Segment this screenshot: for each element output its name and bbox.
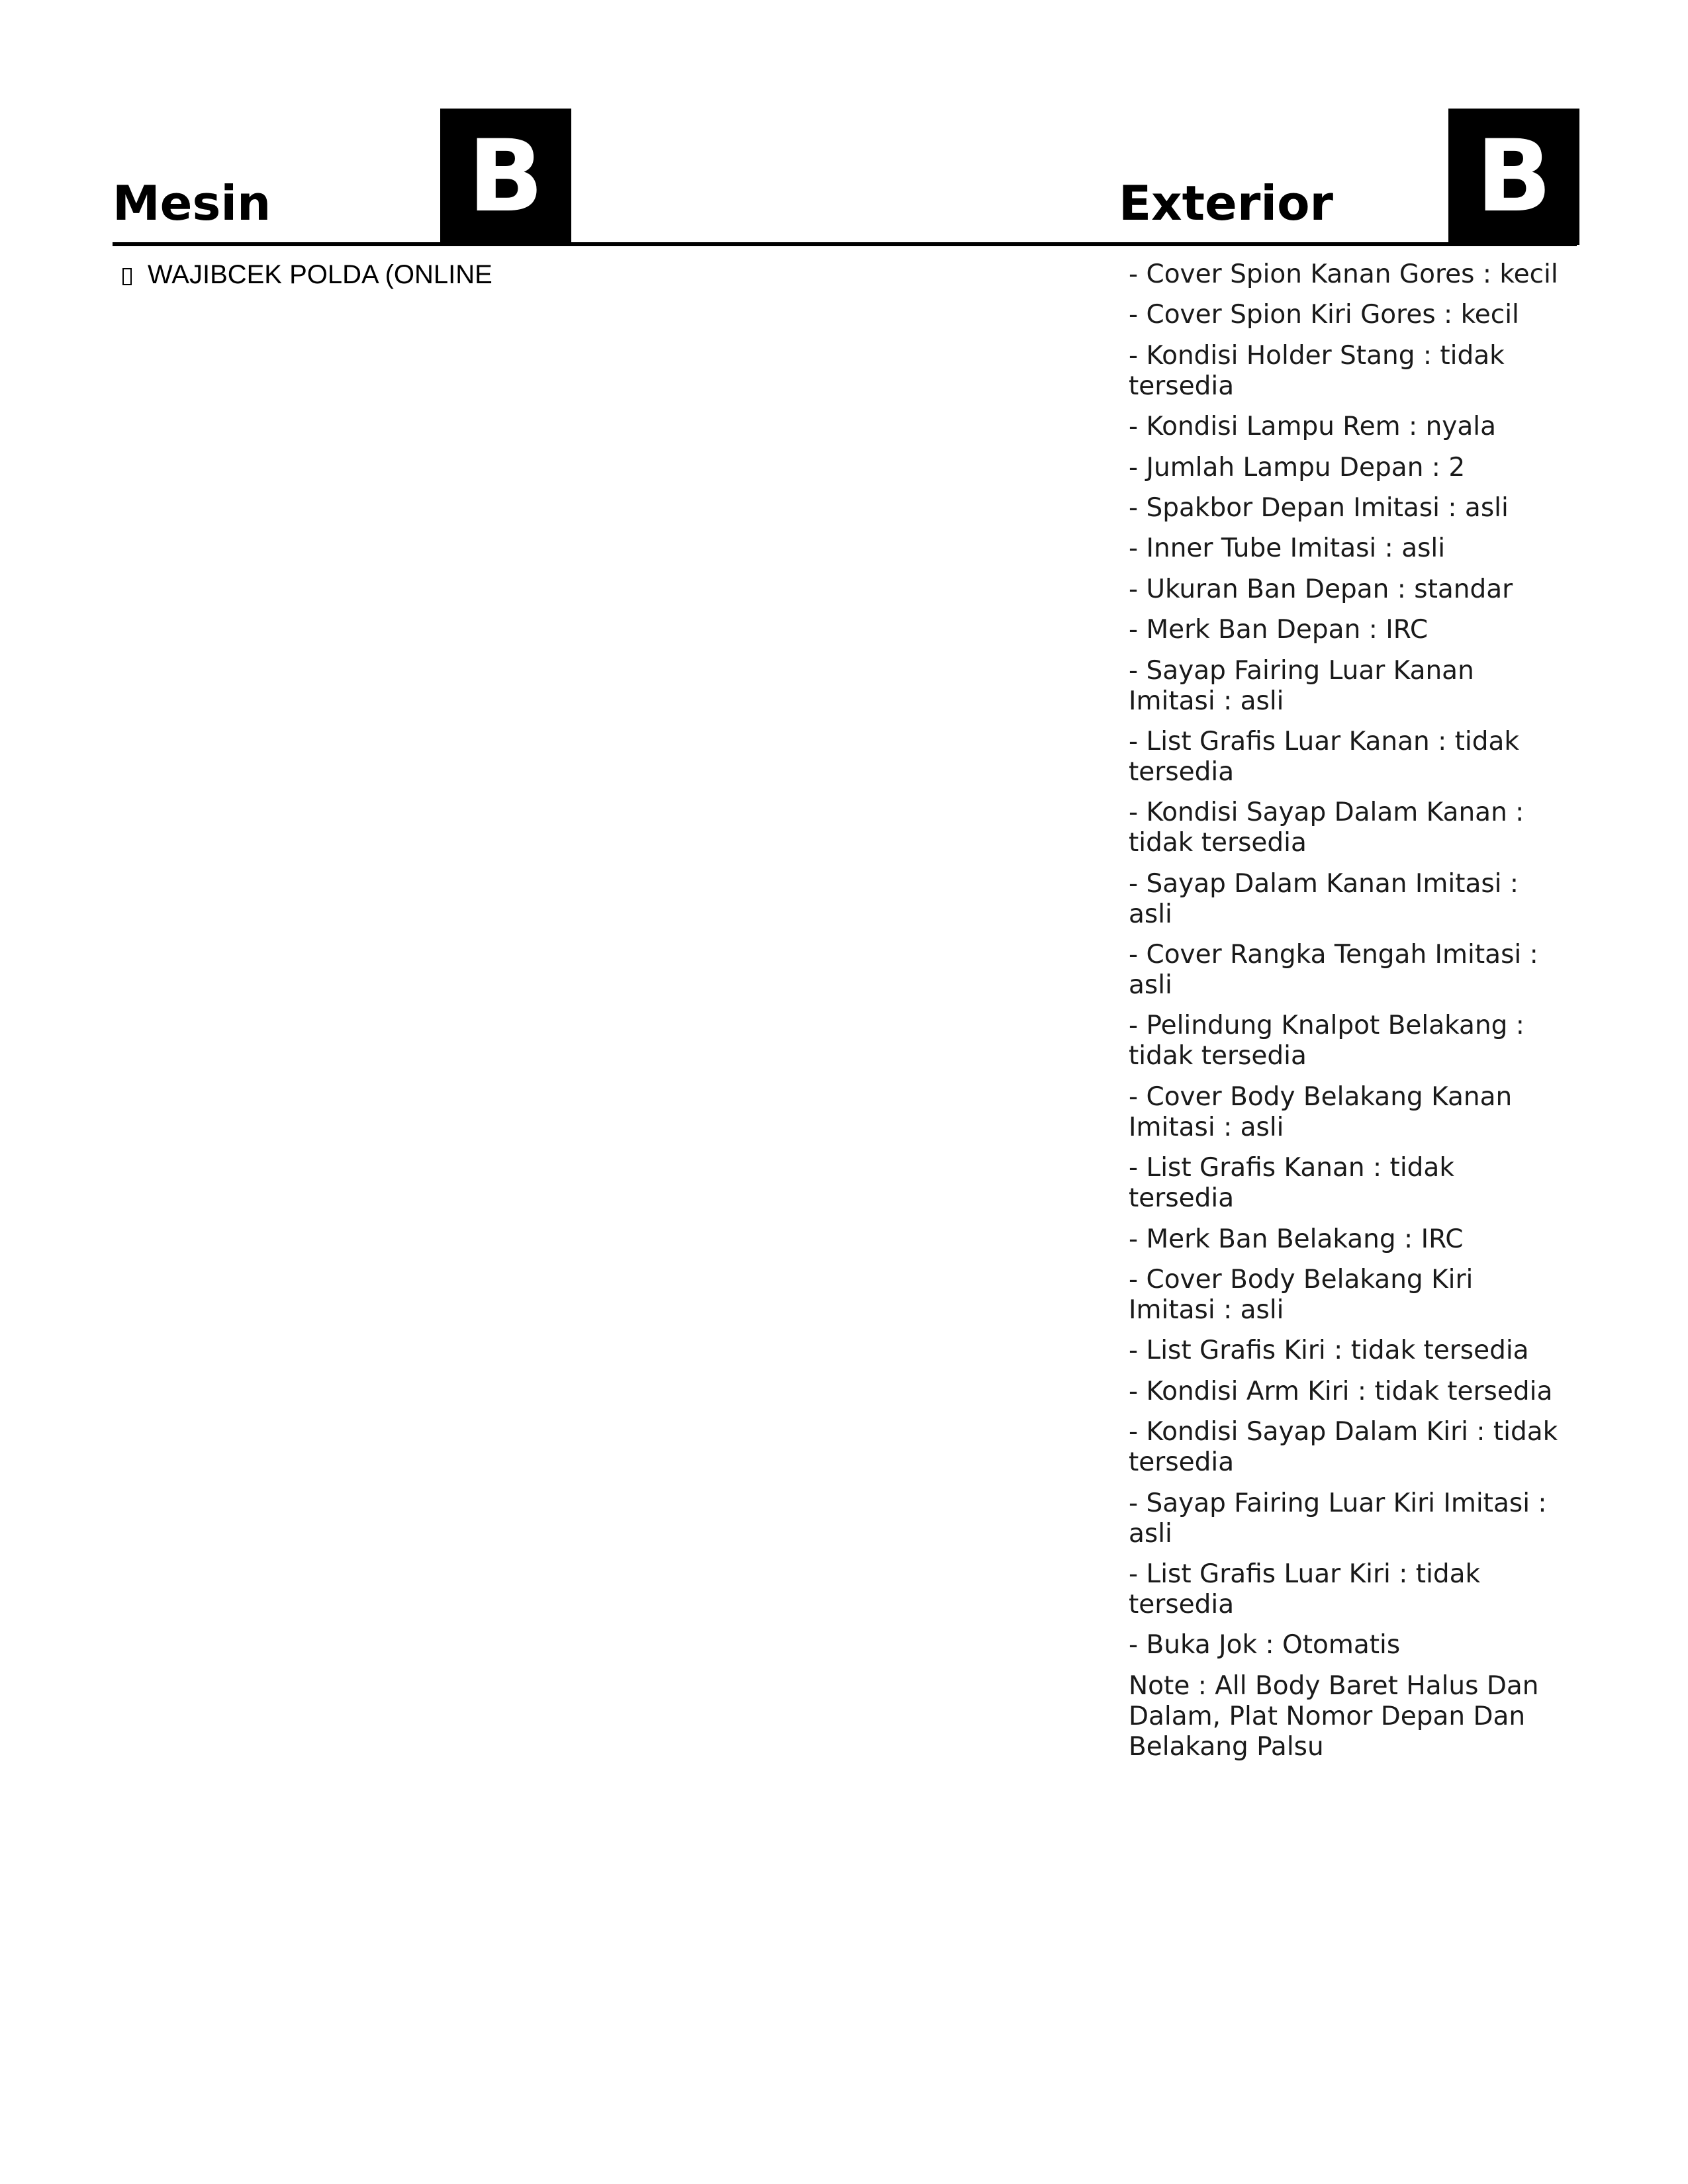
exterior-list-item: - Ukuran Ban Depan : standar <box>1129 574 1513 604</box>
exterior-note: Note : All Body Baret Halus Dan Dalam, Plat Nomor Depan Dan Belakang Palsu <box>1129 1670 1539 1762</box>
header-divider <box>113 242 1577 246</box>
mesin-list-item <box>122 260 492 289</box>
exterior-list <box>1129 259 1566 1772</box>
exterior-list-item: - Sayap Fairing Luar Kanan Imitasi : asli <box>1129 655 1474 716</box>
exterior-list-item: - Merk Ban Belakang : IRC <box>1129 1224 1464 1254</box>
exterior-list-item: - List Grafis Luar Kiri : tidak tersedia <box>1129 1559 1481 1619</box>
exterior-list-item: - Kondisi Arm Kiri : tidak tersedia <box>1129 1376 1553 1406</box>
exterior-list-item: - Cover Spion Kiri Gores : kecil <box>1129 300 1519 330</box>
exterior-list-item: - Sayap Dalam Kanan Imitasi : asli <box>1129 868 1519 929</box>
exterior-note-item <box>1129 1671 1566 1762</box>
exterior-section-title: Exterior <box>1119 175 1334 231</box>
exterior-list-item: - Cover Rangka Tengah Imitasi : asli <box>1129 940 1538 1001</box>
exterior-list-item: - Spakbor Depan Imitasi : asli <box>1129 492 1509 523</box>
exterior-list-item: - Buka Jok : Otomatis <box>1129 1630 1401 1661</box>
exterior-list-item: - List Grafis Luar Kanan : tidak tersedia <box>1129 726 1519 787</box>
exterior-list-item: - List Grafis Kiri : tidak tersedia <box>1129 1336 1529 1366</box>
mesin-item-text: WAJIBCEK POLDA (ONLINE <box>148 260 492 289</box>
exterior-list-item: - Sayap Fairing Luar Kiri Imitasi : asli <box>1129 1488 1547 1549</box>
mesin-section-title: Mesin <box>113 175 271 231</box>
exterior-grade-badge: B <box>1448 109 1579 245</box>
mesin-grade-badge: B <box>440 109 571 245</box>
exterior-list-item: - Cover Spion Kanan Gores : kecil <box>1129 259 1558 289</box>
exterior-list-item: - Merk Ban Depan : IRC <box>1129 615 1429 645</box>
exterior-list-item: - Kondisi Holder Stang : tidak tersedia <box>1129 340 1505 401</box>
exterior-list-item: - Pelindung Knalpot Belakang : tidak tersedia <box>1129 1011 1524 1071</box>
missing-glyph-icon <box>122 268 132 285</box>
exterior-list-item: - List Grafis Kanan : tidak tersedia <box>1129 1153 1454 1214</box>
exterior-list-item: - Jumlah Lampu Depan : 2 <box>1129 452 1466 482</box>
exterior-list-item: - Kondisi Sayap Dalam Kiri : tidak tersedia <box>1129 1417 1558 1478</box>
exterior-list-item: - Kondisi Sayap Dalam Kanan : tidak tersedia <box>1129 797 1524 858</box>
exterior-list-item: - Cover Body Belakang Kanan Imitasi : asli <box>1129 1081 1513 1142</box>
exterior-list-item: - Cover Body Belakang Kiri Imitasi : asli <box>1129 1265 1474 1326</box>
exterior-list-item: - Kondisi Lampu Rem : nyala <box>1129 412 1497 442</box>
exterior-list-item: - Inner Tube Imitasi : asli <box>1129 533 1446 564</box>
